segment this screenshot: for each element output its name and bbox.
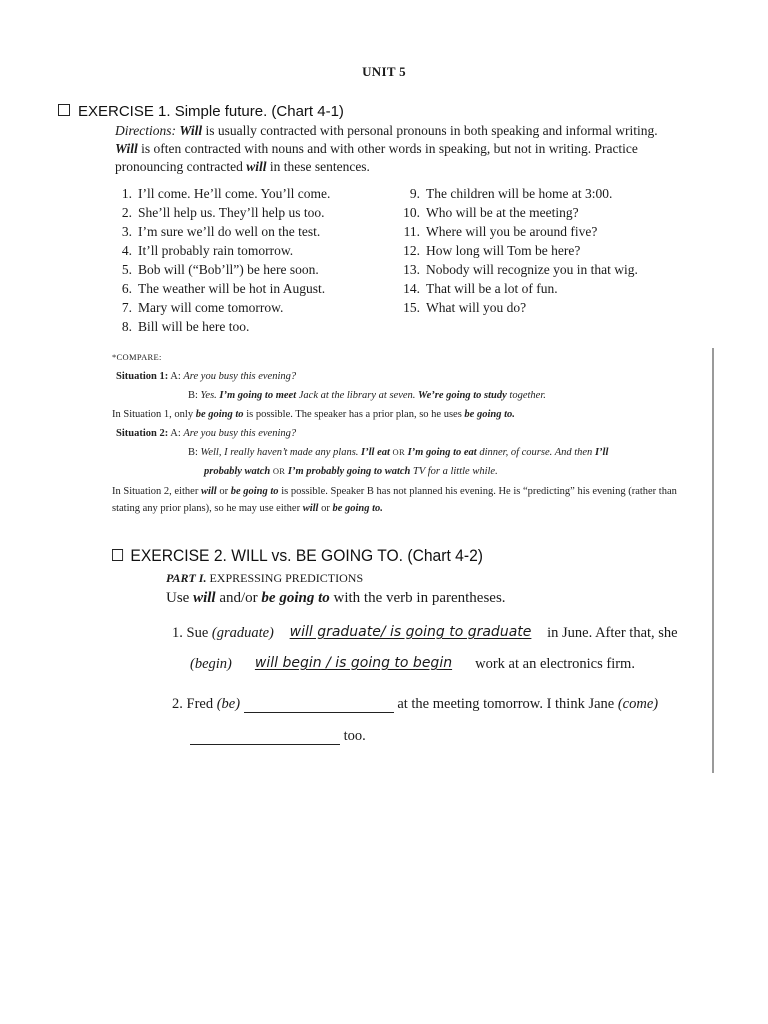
situation1-b-yes: Yes. (200, 390, 217, 401)
answer-field-4[interactable] (190, 726, 340, 745)
answer-field-3[interactable] (244, 694, 394, 713)
situation2-b-tv: TV for a little while. (413, 466, 498, 477)
situation2-note-will-2: will (302, 503, 319, 514)
directions-will-2: Will (115, 141, 138, 156)
instr-text-1: Use (166, 590, 190, 606)
item-number: 10. (403, 205, 420, 220)
item-text: I’m sure we’ll do well on the test. (138, 224, 321, 239)
speaker-a: A: (170, 371, 181, 382)
exercise2-heading (112, 546, 483, 566)
answer-field-2[interactable]: will begin / is going to begin (254, 655, 453, 671)
situation1-b-going-to-meet: I’m going to meet (219, 390, 297, 401)
directions-will-3: will (246, 159, 267, 174)
list-item (398, 298, 638, 317)
exercise1-heading (58, 103, 344, 120)
part-label: PART I. (166, 571, 207, 585)
item-number: 8. (121, 319, 132, 334)
question-text-after: at the meeting tomorrow. I think Jane (397, 696, 615, 712)
item-text: It’ll probably rain tomorrow. (138, 243, 294, 258)
item-number: 7. (121, 300, 132, 315)
list-item (118, 260, 330, 279)
question-verb-hint: (graduate) (211, 625, 274, 641)
item-text: How long will Tom be here? (426, 243, 581, 258)
item-number: 5. (121, 262, 132, 277)
instr-text-3: with the verb in parentheses. (333, 590, 506, 606)
question-text-after: too. (343, 728, 366, 744)
situation2-note-or: or (219, 486, 229, 497)
exercise1-right-list (398, 184, 638, 317)
instr-will: will (193, 590, 216, 606)
situation2-note-will: will (200, 486, 217, 497)
situation1-a-text: Are you busy this evening? (183, 371, 297, 382)
item-text: What will you do? (426, 300, 527, 315)
list-item (118, 203, 330, 222)
question-subject: Sue (186, 625, 209, 641)
page-edge-divider (712, 348, 714, 773)
item-text: Bill will be here too. (138, 319, 250, 334)
situation2-note-bgt-2: be going to. (332, 503, 383, 514)
answer-field-1[interactable]: will graduate/ is going to graduate (289, 624, 532, 640)
question-number: 1. (172, 625, 183, 641)
speaker-a: A: (170, 428, 181, 439)
situation1-line-b (112, 386, 682, 405)
situation1-note (112, 405, 682, 424)
directions-will-1: Will (179, 123, 203, 138)
item-number: 3. (121, 224, 132, 239)
situation1-b-going-to-study: We’re going to study (418, 390, 507, 401)
directions-text-2: is often contracted with nouns and with other words in speaking, but not in writing. Practice pronouncing contracted (115, 141, 638, 174)
situation2-note (112, 483, 682, 517)
exercise2-checkbox[interactable] (112, 549, 123, 561)
exercise1-heading-text: EXERCISE 1. Simple future. (Chart 4-1) (78, 103, 344, 120)
item-text: Nobody will recognize you in that wig. (426, 262, 638, 277)
item-text: That will be a lot of fun. (426, 281, 558, 296)
situation1-note-text: In Situation 1, only (112, 409, 194, 420)
list-item (118, 241, 330, 260)
item-number: 6. (121, 281, 132, 296)
list-item (398, 260, 638, 279)
situation2-b-text-2: dinner, of course. And then (479, 447, 593, 458)
question-text-after: work at an electronics firm. (475, 656, 635, 672)
question-verb-hint: (be) (216, 696, 241, 712)
situation2-a-text: Are you busy this evening? (183, 428, 297, 439)
situation2-b-going-to-eat: I’m going to eat (407, 447, 477, 458)
item-number: 9. (409, 186, 420, 201)
list-item (398, 241, 638, 260)
item-text: I’ll come. He’ll come. You’ll come. (138, 186, 331, 201)
unit-title: UNIT 5 (362, 64, 406, 79)
exercise1-checkbox[interactable] (58, 104, 70, 116)
situation1-b-text: Jack at the library at seven. (298, 390, 416, 401)
item-text: The weather will be hot in August. (138, 281, 326, 296)
item-number: 1. (121, 186, 132, 201)
question-2-line-1 (172, 694, 658, 713)
exercise1-directions (115, 122, 675, 176)
item-text: Mary will come tomorrow. (138, 300, 284, 315)
situation2-line-b (112, 443, 682, 462)
situation2-note-or-2: or (321, 503, 330, 514)
item-number: 2. (121, 205, 132, 220)
speaker-b: B: (188, 447, 198, 458)
list-item (118, 222, 330, 241)
situation2-b-text: Well, I really haven’t made any plans. (200, 447, 359, 458)
question-verb-hint-2: (come) (617, 696, 659, 712)
item-number: 14. (403, 281, 420, 296)
list-item (118, 279, 330, 298)
exercise1-left-list (118, 184, 330, 336)
question-1-line-1 (172, 624, 678, 642)
situation2-line-b2 (112, 462, 682, 481)
situation2-line-a (112, 424, 682, 443)
question-number: 2. (172, 696, 183, 712)
compare-block (112, 348, 682, 517)
item-text: The children will be home at 3:00. (426, 186, 613, 201)
list-item (398, 222, 638, 241)
exercise2-instructions (166, 590, 506, 607)
item-text: Who will be at the meeting? (426, 205, 579, 220)
directions-text-1: is usually contracted with personal pronouns in both speaking and informal writing. (202, 123, 658, 138)
situation2-note-bgt: be going to (230, 486, 279, 497)
list-item (398, 279, 638, 298)
list-item (118, 184, 330, 203)
item-number: 12. (403, 243, 420, 258)
exercise2-heading-text: EXERCISE 2. WILL vs. BE GOING TO. (Chart 4-2) (130, 546, 483, 565)
item-text: Where will you be around five? (426, 224, 598, 239)
list-item (398, 203, 638, 222)
situation1-note-text-2: is possible. The speaker has a prior plan, so he uses (246, 409, 462, 420)
item-text: She’ll help us. They’ll help us too. (138, 205, 325, 220)
situation2-b-or-2: OR (272, 466, 286, 476)
item-number: 13. (403, 262, 420, 277)
situation2-b-ill-eat: I’ll eat (361, 447, 390, 458)
question-text-after: in June. After that, she (547, 625, 678, 641)
situation1-line-a (112, 367, 682, 386)
item-number: 11. (403, 224, 420, 239)
question-subject: Fred (186, 696, 214, 712)
situation2-b-ill: I’ll (594, 447, 609, 458)
question-1-line-2 (190, 655, 635, 673)
situation2-b-or: OR (392, 447, 405, 457)
list-item (118, 317, 330, 336)
item-number: 15. (403, 300, 420, 315)
situation2-b-going-to-watch: I’m probably going to watch (287, 466, 411, 477)
situation1-note-bgt: be going to (195, 409, 244, 420)
instr-text-2: and/or (219, 590, 258, 606)
compare-label: *COMPARE: (112, 352, 162, 362)
speaker-b: B: (188, 390, 198, 401)
question-2-line-2 (190, 726, 366, 745)
situation1-note-bgt-2: be going to. (464, 409, 515, 420)
situation1-label: Situation 1: (116, 371, 169, 382)
list-item (398, 184, 638, 203)
item-text: Bob will (“Bob’ll”) be here soon. (138, 262, 319, 277)
situation2-label: Situation 2: (116, 428, 169, 439)
item-number: 4. (121, 243, 132, 258)
directions-text-3: in these sentences. (266, 159, 370, 174)
situation2-note-text: In Situation 2, either (112, 486, 199, 497)
situation2-note-text-2: is possible. Speaker B has not planned his evening. He is “predicting” his evening (rather than stating any prior plans), so he may use either (112, 486, 677, 514)
situation1-b-together: together. (509, 390, 546, 401)
exercise2-part (166, 571, 363, 586)
situation2-b-probably-watch: probably watch (204, 466, 271, 477)
part-title: EXPRESSING PREDICTIONS (209, 571, 364, 585)
instr-bgt: be going to (261, 590, 330, 606)
list-item (118, 298, 330, 317)
directions-label: Directions: (115, 123, 176, 138)
question-verb-hint: (begin) (190, 656, 232, 672)
